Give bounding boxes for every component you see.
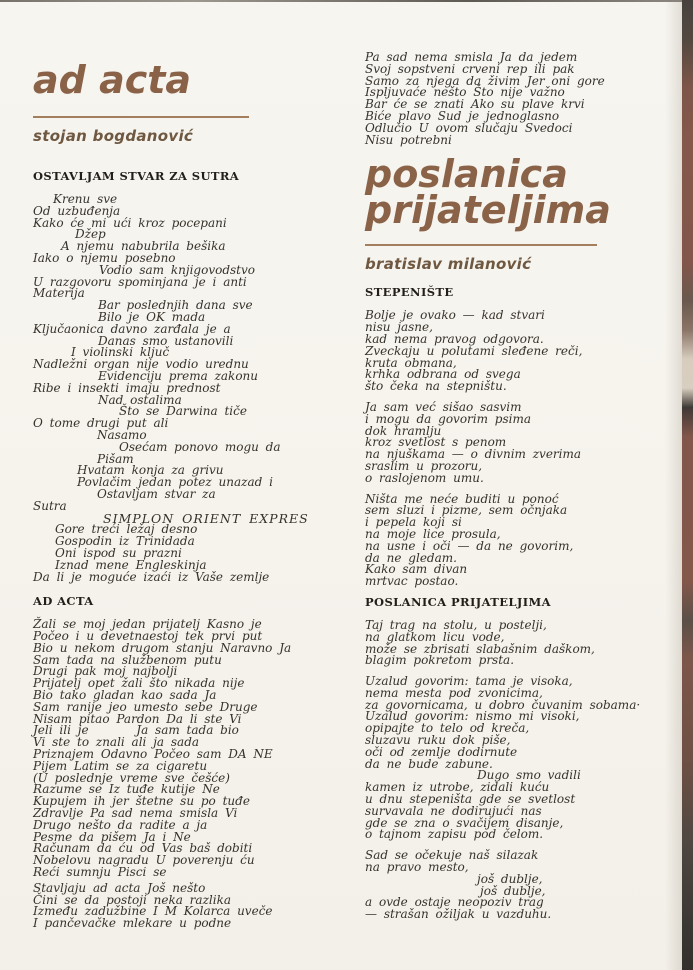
poem-line: opipajte to telo od kreča,: [365, 721, 530, 736]
poem-line: Bar će se znati Ako su plave krvi: [365, 97, 585, 112]
poem-line: — strašan ožiljak u vazduhu.: [365, 907, 552, 922]
poem-line: da ne gledam.: [365, 550, 457, 565]
poem-line: a ovde ostaje neopoziv trag: [365, 895, 544, 910]
poem-line: Pesme da pišem Ja i Ne: [33, 829, 191, 844]
poem-line: na moje lice prosula,: [365, 526, 501, 541]
poem-line: Gospodin iz Trinidada: [55, 534, 195, 549]
poem-line: Iako o njemu posebno: [33, 250, 176, 265]
poem-body-ostavljam: [33, 194, 351, 583]
poem-line: Osećam ponovo mogu da: [119, 439, 281, 454]
title-rule-left: [33, 116, 249, 118]
poem-line: SIMPLON ORIENT EXPRES: [103, 510, 309, 526]
poem-line: Žali se moj jedan prijatelj Kasno je: [33, 617, 262, 632]
poem-line: Između zadužbine I M Kolarca uveče: [33, 904, 273, 919]
poem-line: I pančevačke mlekare u podne: [33, 916, 232, 931]
poem-line: Od uzbuđenja: [33, 203, 121, 218]
poem-line: nema mesta pod zvonicima,: [365, 685, 543, 700]
poem-line: Uzalud govorim: nismo mi visoki,: [365, 709, 580, 724]
left-column: [33, 0, 351, 930]
poem-line: kad nema pravog odgovora.: [365, 331, 544, 346]
poem-line: Ostavljam stvar za: [97, 486, 216, 501]
poem-line: Iznad mene Engleskinja: [55, 557, 207, 572]
author-name-right: bratislav milanović: [365, 255, 532, 274]
poem-line: krhka odbrana od svega: [365, 367, 521, 382]
poem-line: Računam da ću od Vas baš dobiti: [33, 841, 253, 856]
poem-line: Nisam pitao Pardon Da li ste Vi: [33, 711, 242, 726]
poem-line: Pišam: [97, 451, 134, 466]
poem-line: sluzavu ruku dok piše,: [365, 733, 511, 748]
poem-line: Što se Darwina tiče: [119, 404, 247, 419]
poem-line: Samo za njega da živim Jer oni gore: [365, 73, 605, 88]
title-line-1: poslanica: [365, 152, 568, 197]
poem-line: Taj trag na stolu, u postelji,: [365, 617, 547, 632]
poem-line: nisu jasne,: [365, 320, 433, 335]
poem-line: Sutra: [33, 498, 67, 513]
poem-line: Odlučio U ovom slučaju Svedoci: [365, 120, 573, 135]
poem-line: na njuškama — o divnim zverima: [365, 447, 582, 462]
adjacent-page-edge-strip: [682, 0, 693, 970]
poem-line: da ne bude zabune.: [365, 756, 493, 771]
poem-line: Bio u nekom drugom stanju Naravno Ja: [33, 640, 292, 655]
poem-line: Gore treći ležaj desno: [55, 522, 198, 537]
poem-line: Vodio sam knjigovodstvo: [99, 262, 255, 277]
poem-line: Džep: [75, 227, 106, 242]
poem-line: Da li je moguće izaći iz Vaše zemlje: [33, 569, 270, 584]
poem-line: dok hramlju: [365, 423, 442, 438]
poem-line: Sam tada na službenom putu: [33, 652, 222, 667]
title-rule-right: [365, 244, 597, 246]
poem-line: i pepela koji si: [365, 515, 462, 530]
poem-line: I violinski ključ: [71, 345, 170, 360]
poem-line: za govornicama, u dobro čuvanim sobama·: [365, 697, 641, 712]
poem-line: o tajnom zapisu pod čelom.: [365, 827, 544, 842]
poem-line: kamen iz utrobe, zidali kuću: [365, 780, 550, 795]
poem-line: kruta obmana,: [365, 355, 457, 370]
poem-line: (U poslednje vreme sve češće): [33, 770, 230, 785]
poem-line: Priznajem Odavno Počeo sam DA NE: [33, 747, 273, 762]
poem-line: Jeli ili je Ja sam tada bio: [33, 723, 239, 738]
poem-line: Uzalud govorim: tama je visoka,: [365, 674, 573, 689]
poem-line: još dublje,: [477, 871, 543, 886]
title-line-2: prijateljima: [365, 188, 611, 233]
poem-line: O tome drugi put ali: [33, 416, 169, 431]
poem-line: Ključaonica davno zarđala je a: [33, 321, 231, 336]
poem-line: Dugo smo vadili: [477, 768, 581, 783]
poem-line: Ribe i insekti imaju prednost: [33, 380, 221, 395]
poem-line: Stavljaju ad acta Još nešto: [33, 880, 206, 895]
poem-line: sraslim u prozoru,: [365, 458, 483, 473]
page-gutter-shadow: [665, 0, 682, 970]
article-title-ad-acta: ad acta: [33, 58, 192, 102]
poem-line: Zdravlje Pa sad nema smisla Vi: [33, 806, 238, 821]
poem-body-stepeniste: [365, 310, 687, 588]
poem-line: Nisu potrebni: [365, 132, 452, 147]
poem-line: Kako sam divan: [365, 562, 468, 577]
poem-line: Drugo nešto da radite a ja: [33, 817, 208, 832]
poem-line: Ništa me neće buditi u ponoć: [365, 491, 559, 506]
poem-line: Sad se očekuje naš silazak: [365, 848, 539, 863]
poem-line: Vi ste to znali ali ja sada: [33, 735, 200, 750]
poem-line: Svoj sopstveni crveni rep ili pak: [365, 61, 575, 76]
poem-line: Bolje je ovako — kad stvari: [365, 308, 545, 323]
poem-line: Bilo je OK mada: [98, 309, 206, 324]
right-column: [365, 0, 687, 921]
poem-carryover-from-previous-column: [365, 52, 687, 146]
poem-line: još dublje,: [480, 883, 546, 898]
poem-line: Nadležni organ nije vodio urednu: [33, 357, 249, 372]
poem-body-poslanica: [365, 617, 687, 922]
poem-line: o raslojenom umu.: [365, 470, 484, 485]
poem-line: Evidenciju prema zakonu: [98, 368, 259, 383]
poem-heading-poslanica-prijateljima: POSLANICA PRIJATELJIMA: [365, 594, 551, 609]
poem-line: Povlačim jedan potez unazad i: [77, 475, 273, 490]
poem-line: Pijem Latim se za cigaretu: [33, 758, 208, 773]
poem-line: Sam ranije jeo umesto sebe Druge: [33, 699, 258, 714]
poem-heading-ostavljam-stvar-za-sutra: OSTAVLJAM STVAR ZA SUTRA: [33, 169, 240, 183]
poem-line: Oni ispod su prazni: [55, 545, 182, 560]
poem-line: survavala ne dodirujući nas: [365, 803, 542, 818]
poem-heading-stepeniste: STEPENIŠTE: [365, 285, 454, 300]
poem-line: što čeka na stepništu.: [365, 379, 507, 394]
poem-line: Krenu sve: [53, 192, 118, 206]
poem-line: Nasamo: [97, 427, 147, 442]
poem-line: mrtvac postao.: [365, 574, 459, 589]
poem-line: Bio tako gladan kao sada Ja: [33, 688, 217, 703]
poem-line: Danas smo ustanovili: [98, 333, 234, 348]
poem-line: Kupujem ih jer štetne su po tuđe: [33, 794, 250, 809]
poem-line: Počeo i u devetnaestoj tek prvi put: [33, 629, 263, 644]
article-title-poslanica-prijateljima: [365, 152, 687, 233]
author-name-left: stojan bogdanović: [33, 127, 194, 145]
poem-line: gde se zna o svačijem disanje,: [365, 815, 564, 830]
poem-line: Prijatelj opet žali što nikada nije: [33, 676, 245, 691]
poem-line: kroz svetlost s penom: [365, 435, 507, 450]
poem-line: u dnu stepeništa gde se svetlost: [365, 792, 576, 807]
poem-heading-ad-acta: AD ACTA: [33, 594, 94, 609]
poem-line: Nobelovu nagradu U poverenju ću: [33, 853, 255, 868]
poem-line: na usne i oči — da ne govorim,: [365, 538, 574, 553]
poem-line: Razume se Iz tuđe kutije Ne: [33, 782, 220, 797]
poem-line: Kako će mi ući kroz pocepani: [33, 215, 227, 230]
poem-line: i mogu da govorim psima: [365, 411, 532, 426]
poem-line: Bar poslednjih dana sve: [98, 298, 253, 313]
poem-line: Nad ostalima: [98, 392, 182, 407]
poem-line: Pa sad nema smisla Ja da jedem: [365, 50, 578, 64]
poem-line: na glatkom licu vode,: [365, 629, 505, 644]
poem-line: Biće plavo Sud je jednoglasno: [365, 108, 560, 123]
poem-line: U razgovoru spominjana je i anti: [33, 274, 247, 289]
poem-line: može se zbrisati slabašnim daškom,: [365, 641, 595, 656]
poem-line: sem sluzi i pizme, sem očnjaka: [365, 503, 568, 518]
poem-line: A njemu nabubrila bešika: [61, 239, 226, 254]
poem-body-ad-acta: [33, 619, 351, 930]
poem-line: Hvatam konja za grivu: [77, 463, 224, 478]
poem-line: Zveckaju u polutami sleđene reči,: [365, 343, 583, 358]
poem-line: Ja sam već sišao sasvim: [365, 399, 522, 414]
poem-line: Materija: [33, 286, 85, 301]
poem-line: oči od zemlje dodirnute: [365, 744, 518, 759]
poem-line: na pravo mesto,: [365, 860, 469, 875]
poem-line: Čini se da postoji neka razlika: [33, 892, 231, 907]
poem-line: Ispljuvaće nešto Što nije važno: [365, 85, 565, 100]
poem-line: blagim pokretom prsta.: [365, 653, 515, 668]
poem-line: Drugi pak moj najbolji: [33, 664, 178, 679]
poem-line: Reći sumnju Pisci se: [33, 865, 167, 880]
